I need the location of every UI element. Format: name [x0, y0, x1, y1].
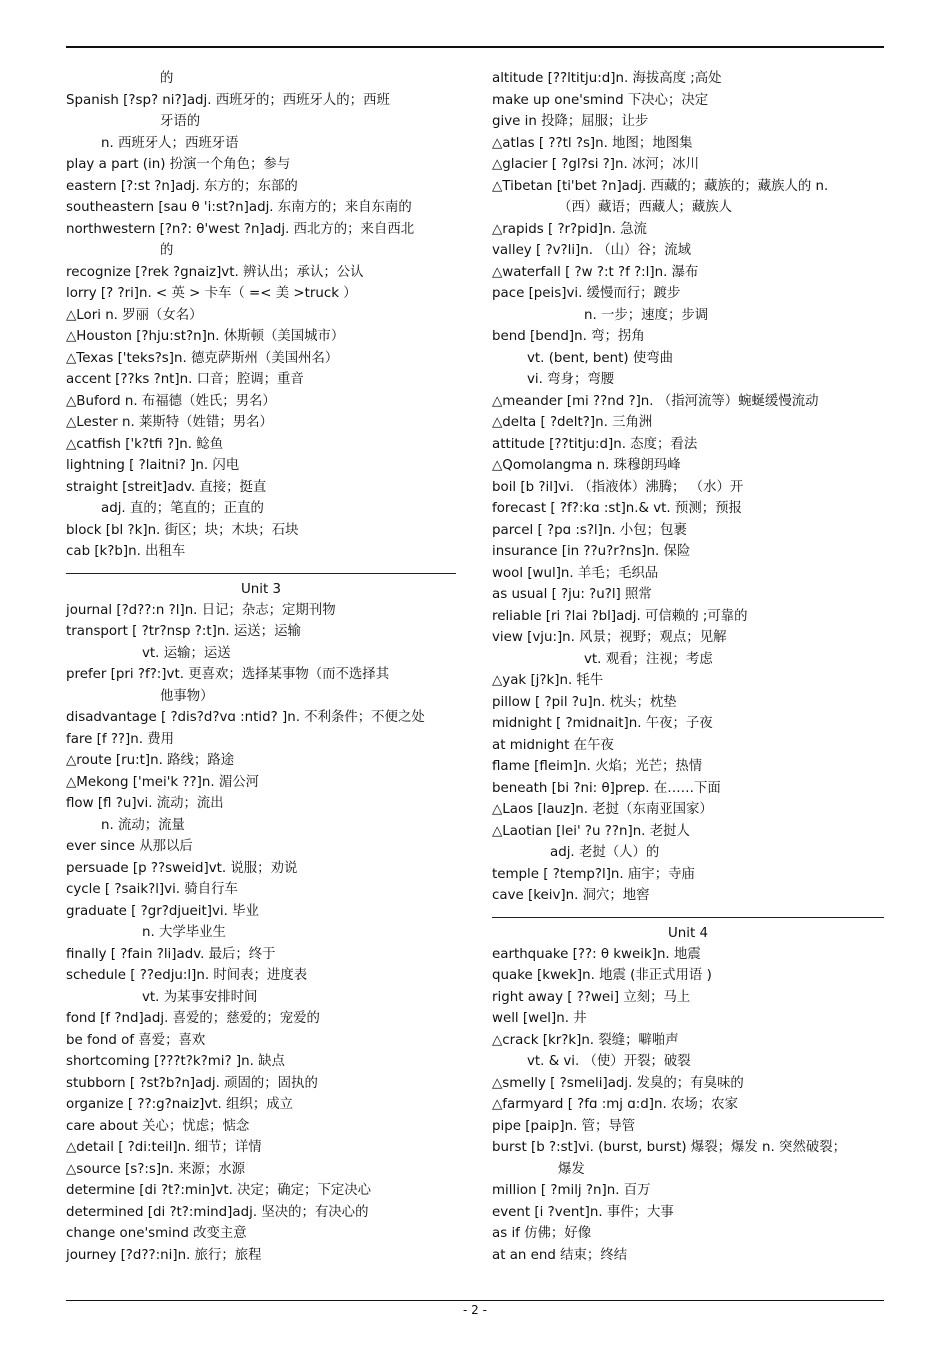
- vocab-entry: northwestern [?n?: θ'west ?n]adj. 西北方的；来自西北: [66, 221, 415, 237]
- vocab-entry: n. 西班牙人；西班牙语: [101, 135, 239, 151]
- vocab-entry: cave [keiv]n. 洞穴；地窖: [492, 888, 650, 903]
- vocab-entry: southeastern [sau θ 'i:st?n]adj. 东南方的；来自东南的: [66, 200, 412, 215]
- vocab-entry: △detail [ ?di:teil]n. 细节；详情: [66, 1140, 262, 1155]
- vocab-entry: 他事物）: [160, 688, 214, 704]
- vocab-entry: pipe [paip]n. 管；导管: [492, 1118, 636, 1134]
- vocab-entry: vt. 运输；运送: [142, 645, 231, 661]
- vocab-entry: △crack [kr?k]n. 裂缝；噼啪声: [492, 1032, 679, 1048]
- vocab-entry: lightning [ ?laitni? ]n. 闪电: [66, 458, 240, 473]
- vocab-entry: transport [ ?tr?nsp ?:t]n. 运送；运输: [66, 624, 301, 639]
- vocab-entry: adj. 老挝（人）的: [550, 845, 660, 860]
- vocab-entry: accent [??ks ?nt]n. 口音；腔调；重音: [66, 372, 304, 387]
- vocab-entry: wool [wul]n. 羊毛；毛织品: [492, 565, 659, 581]
- vocab-entry: △Laos [lauz]n. 老挝（东南亚国家）: [492, 802, 713, 817]
- vocab-entry: schedule [ ??edju:l]n. 时间表；进度表: [66, 968, 308, 983]
- vocab-entry: △waterfall [ ?w ?:t ?f ?:l]n. 瀑布: [492, 264, 699, 280]
- vocab-entry: eastern [?:st ?n]adj. 东方的；东部的: [66, 178, 298, 194]
- vocab-entry: 的: [160, 243, 174, 258]
- vocab-entry: be fond of 喜爱；喜欢: [66, 1032, 206, 1048]
- vocab-entry: △smelly [ ?smeli]adj. 发臭的；有臭味的: [492, 1075, 744, 1091]
- vocab-entry: △rapids [ ?r?pid]n. 急流: [492, 221, 647, 237]
- vocab-entry: vi. 弯身；弯腰: [527, 372, 615, 387]
- section-divider: [66, 573, 456, 574]
- vocab-entry: boil [b ?il]vi. （指液体）沸腾； （水）开: [492, 479, 744, 495]
- vocab-entry: quake [kwek]n. 地震 (非正式用语 ): [492, 968, 712, 983]
- vocab-entry: reliable [ri ?lai ?bl]adj. 可信赖的 ;可靠的: [492, 608, 748, 624]
- vocab-entry: care about 关心；忧虑；惦念: [66, 1118, 250, 1134]
- vocab-entry: n. 一步；速度；步调: [584, 307, 709, 323]
- vocab-entry: disadvantage [ ?dis?d?vɑ :ntid? ]n. 不利条件；不便之处: [66, 710, 425, 725]
- vocab-entry: as usual [ ?ju: ?u?l] 照常: [492, 587, 652, 602]
- vocab-entry: △catfish ['k?tfi ?]n. 鲶鱼: [66, 436, 224, 452]
- vocab-entry: temple [ ?temp?l]n. 庙宇；寺庙: [492, 866, 695, 882]
- vocab-entry: bend [bend]n. 弯；拐角: [492, 329, 645, 344]
- vocab-entry: recognize [?rek ?gnaiz]vt. 辨认出；承认；公认: [66, 264, 364, 280]
- vocab-entry: at an end 结束；终结: [492, 1247, 628, 1263]
- vocab-entry: graduate [ ?gr?djueit]vi. 毕业: [66, 903, 259, 919]
- vocab-entry: （西）藏语；西藏人；藏族人: [558, 200, 733, 215]
- vocab-entry: △Laotian [lei' ?u ??n]n. 老挝人: [492, 823, 690, 839]
- vocab-entry: △Tibetan [ti'bet ?n]adj. 西藏的；藏族的；藏族人的 n.: [492, 178, 829, 194]
- vocab-entry: △meander [mi ??nd ?]n. （指河流等）蜿蜒缓慢流动: [492, 393, 819, 409]
- vocab-entry: 牙语的: [160, 114, 201, 129]
- vocab-column-right: [492, 68, 884, 1266]
- unit-heading: Unit 3: [240, 581, 282, 597]
- vocab-entry: △Lester n. 莱斯特（姓错；男名）: [66, 415, 273, 430]
- vocab-entry: event [i ?vent]n. 事件；大事: [492, 1204, 674, 1220]
- vocab-entry: △Houston [?hju:st?n]n. 休斯顿（美国城市）: [66, 329, 345, 344]
- vocab-entry: organize [ ??:g?naiz]vt. 组织；成立: [66, 1097, 294, 1112]
- vocab-entry: view [vju:]n. 风景；视野；观点；见解: [492, 630, 727, 645]
- vocab-entry: earthquake [??: θ kweik]n. 地震: [492, 946, 701, 962]
- vocab-entry: finally [ ?fain ?li]adv. 最后；终于: [66, 946, 276, 962]
- vocab-entry: △Texas ['teks?s]n. 德克萨斯州（美国州名）: [66, 350, 339, 366]
- vocab-entry: journal [?d??:n ?l]n. 日记；杂志；定期刊物: [66, 602, 336, 618]
- vocab-entry: cycle [ ?saik?l]vi. 骑自行车: [66, 882, 238, 897]
- vocab-entry: at midnight 在午夜: [492, 737, 614, 753]
- vocab-entry: △delta [ ?delt?]n. 三角洲: [492, 415, 653, 430]
- vocab-entry: change one'smind 改变主意: [66, 1226, 247, 1241]
- vocab-entry: attitude [??titju:d]n. 态度；看法: [492, 436, 698, 452]
- vocab-entry: beneath [bi ?ni: θ]prep. 在……下面: [492, 780, 721, 796]
- vocab-entry: block [bl ?k]n. 街区；块；木块；石块: [66, 522, 299, 538]
- vocab-entry: adj. 直的；笔直的；正直的: [101, 501, 264, 516]
- vocab-entry: △Mekong ['mei'k ??]n. 湄公河: [66, 774, 260, 790]
- vocab-entry: fond [f ?nd]adj. 喜爱的；慈爱的；宠爱的: [66, 1011, 320, 1026]
- vocab-entry: million [ ?milj ?n]n. 百万: [492, 1183, 651, 1198]
- vocab-entry: altitude [??ltitju:d]n. 海拔高度 ;高处: [492, 71, 722, 86]
- vocab-entry: n. 大学毕业生: [142, 925, 226, 940]
- vocab-entry: △Lori n. 罗丽（女名）: [66, 307, 203, 323]
- vocab-entry: fare [f ??]n. 费用: [66, 731, 175, 747]
- vocab-entry: play a part (in) 扮演一个角色；参与: [66, 157, 291, 172]
- vocab-entry: vt. 观看；注视；考虑: [584, 651, 713, 667]
- vocab-entry: persuade [p ??sweid]vt. 说服；劝说: [66, 860, 298, 876]
- vocab-entry: △yak [j?k]n. 牦牛: [492, 673, 604, 688]
- vocab-entry: flame [fleim]n. 火焰；光芒；热情: [492, 759, 703, 774]
- vocab-entry: parcel [ ?pɑ :s?l]n. 小包；包裹: [492, 522, 687, 538]
- vocab-entry: △farmyard [ ?fɑ :mj ɑ:d]n. 农场；农家: [492, 1097, 738, 1112]
- vocab-entry: pillow [ ?pil ?u]n. 枕头；枕垫: [492, 694, 677, 710]
- section-divider: [492, 917, 884, 918]
- top-rule: [66, 46, 884, 48]
- vocab-entry: journey [?d??:ni]n. 旅行；旅程: [66, 1247, 262, 1263]
- vocab-entry: 爆发: [558, 1161, 585, 1177]
- vocab-entry: shortcoming [???t?k?mi? ]n. 缺点: [66, 1054, 285, 1069]
- vocab-entry: as if 仿佛；好像: [492, 1226, 592, 1241]
- vocab-entry: △glacier [ ?gl?si ?]n. 冰河；冰川: [492, 157, 699, 172]
- vocab-entry: stubborn [ ?st?b?n]adj. 顽固的；固执的: [66, 1075, 318, 1091]
- vocab-entry: midnight [ ?midnait]n. 午夜；子夜: [492, 716, 713, 731]
- vocab-entry: △Buford n. 布福德（姓氏；男名）: [66, 393, 276, 409]
- vocab-entry: determine [di ?t?:min]vt. 决定；确定；下定决心: [66, 1183, 371, 1198]
- vocab-entry: determined [di ?t?:mind]adj. 坚决的；有决心的: [66, 1204, 369, 1220]
- vocab-entry: vt. 为某事安排时间: [142, 989, 258, 1005]
- bottom-rule: [66, 1300, 884, 1301]
- vocab-column-left: [66, 68, 456, 1266]
- vocab-entry: insurance [in ??u?r?ns]n. 保险: [492, 544, 691, 559]
- vocab-entry: prefer [pri ?f?:]vt. 更喜欢；选择某事物（而不选择其: [66, 667, 390, 682]
- vocab-entry: flow [fl ?u]vi. 流动；流出: [66, 796, 224, 811]
- vocab-entry: 的: [160, 71, 174, 86]
- vocab-entry: give in 投降；屈服；让步: [492, 114, 649, 129]
- vocab-entry: △route [ru:t]n. 路线；路途: [66, 753, 235, 768]
- page-number: - 2 -: [463, 1303, 487, 1317]
- vocab-entry: straight [streit]adv. 直接；挺直: [66, 479, 267, 495]
- vocab-entry: Spanish [?sp? ni?]adj. 西班牙的；西班牙人的；西班: [66, 92, 390, 108]
- vocab-entry: lorry [? ?ri]n. < 英 > 卡车（ =< 美 >truck ）: [66, 286, 357, 301]
- vocab-entry: right away [ ??wei] 立刻；马上: [492, 989, 691, 1005]
- vocab-entry: forecast [ ?f?:kɑ :st]n.& vt. 预测；预报: [492, 501, 742, 516]
- vocab-entry: △Qomolangma n. 珠穆朗玛峰: [492, 458, 681, 473]
- vocab-entry: ever since 从那以后: [66, 839, 193, 854]
- vocab-entry: vt. & vi. （使）开裂；破裂: [527, 1054, 691, 1069]
- vocab-entry: △atlas [ ??tl ?s]n. 地图；地图集: [492, 135, 693, 151]
- vocab-entry: burst [b ?:st]vi. (burst, burst) 爆裂；爆发 n. 突然破裂；: [492, 1140, 847, 1155]
- vocab-entry: vt. (bent, bent) 使弯曲: [527, 350, 674, 366]
- vocab-entry: n. 流动；流量: [101, 817, 185, 833]
- vocab-entry: pace [peis]vi. 缓慢而行；踱步: [492, 286, 681, 301]
- vocab-entry: well [wel]n. 井: [492, 1011, 587, 1026]
- vocab-entry: cab [k?b]n. 出租车: [66, 544, 186, 559]
- vocab-entry: △source [s?:s]n. 来源；水源: [66, 1161, 245, 1177]
- unit-heading: Unit 4: [667, 925, 709, 941]
- vocab-entry: valley [ ?v?li]n. （山）谷；流域: [492, 243, 692, 258]
- vocab-entry: make up one'smind 下决心；决定: [492, 92, 709, 108]
